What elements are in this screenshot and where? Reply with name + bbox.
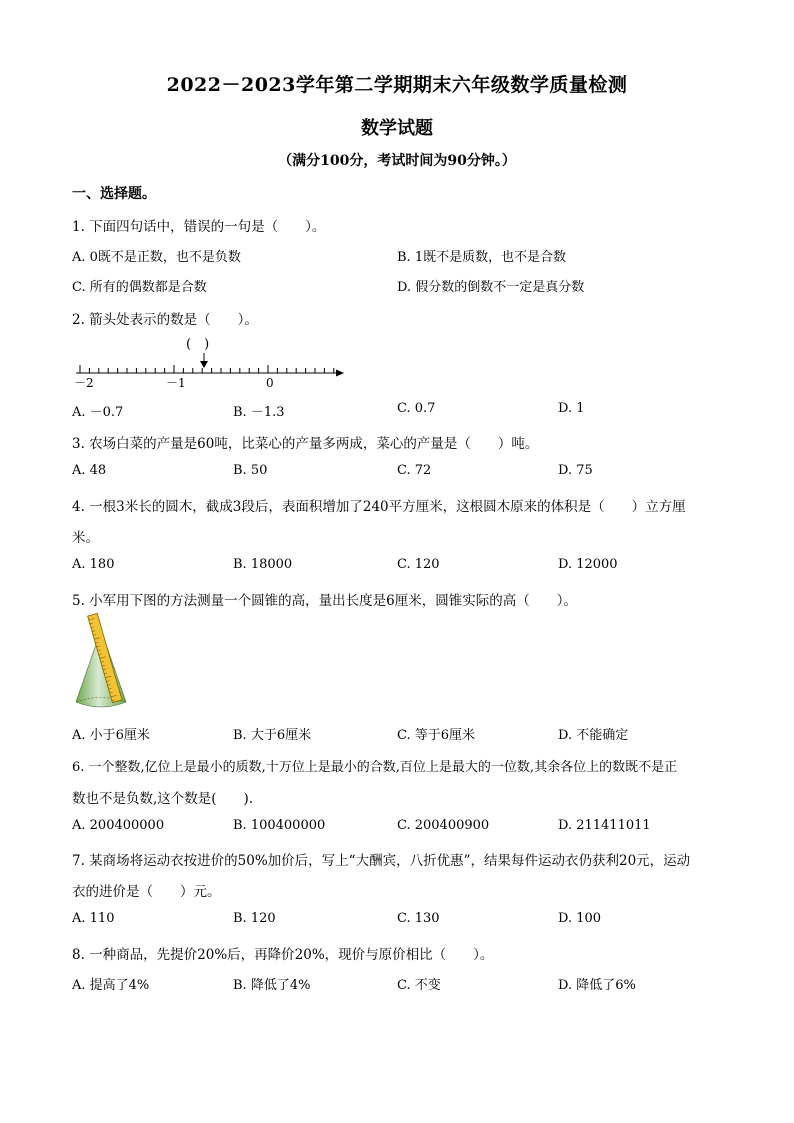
question-3-option-a[interactable]: A. 48	[72, 463, 107, 478]
question-3-option-c[interactable]: C. 72	[397, 463, 432, 478]
question-6-stem-cont: 数也不是负数,这个数是( ).	[72, 791, 254, 807]
section-heading: 一、选择题。	[72, 186, 156, 202]
question-6-option-b[interactable]: B. 100400000	[233, 818, 326, 833]
question-5-option-d[interactable]: D. 不能确定	[558, 728, 629, 743]
question-7-stem-cont: 衣的进价是（ ）元。	[72, 884, 221, 900]
question-4-option-b[interactable]: B. 18000	[233, 557, 293, 572]
question-1-option-a[interactable]: A. 0既不是正数，也不是负数	[72, 250, 241, 265]
number-line-label: －2	[74, 376, 94, 390]
question-6-option-a[interactable]: A. 200400000	[72, 818, 165, 833]
question-5-option-c[interactable]: C. 等于6厘米	[397, 728, 476, 743]
question-3-option-d[interactable]: D. 75	[558, 463, 593, 478]
question-4-option-c[interactable]: C. 120	[397, 557, 440, 572]
question-7-option-b[interactable]: B. 120	[233, 911, 276, 926]
question-1-option-c[interactable]: C. 所有的偶数都是合数	[72, 280, 207, 295]
question-4-option-a[interactable]: A. 180	[72, 557, 115, 572]
exam-title: 2022－2023学年第二学期期末六年级数学质量检测	[166, 74, 628, 96]
question-5-option-a[interactable]: A. 小于6厘米	[72, 728, 150, 743]
question-7-option-d[interactable]: D. 100	[558, 911, 602, 926]
subject-title: 数学试题	[361, 118, 433, 139]
question-6-option-d[interactable]: D. 211411011	[558, 818, 651, 833]
question-4-stem-cont: 米。	[72, 530, 99, 546]
question-1-stem: 1. 下面四句话中，错误的一句是（ ）。	[72, 219, 326, 235]
question-5-stem: 5. 小军用下图的方法测量一个圆锥的高，量出长度是6厘米，圆锥实际的高（ ）。	[72, 593, 578, 609]
question-8-option-a[interactable]: A. 提高了4%	[72, 978, 150, 993]
number-line-figure	[70, 333, 350, 391]
question-3-option-b[interactable]: B. 50	[233, 463, 268, 478]
question-6-option-c[interactable]: C. 200400900	[397, 818, 490, 833]
question-3-stem: 3. 农场白菜的产量是60吨，比菜心的产量多两成，菜心的产量是（ ）吨。	[72, 436, 539, 452]
question-6-stem: 6. 一个整数,亿位上是最小的质数,十万位上是最小的合数,百位上是最大的一位数,其余各位上的数既不是正	[72, 760, 678, 775]
question-7-option-a[interactable]: A. 110	[72, 911, 115, 926]
question-2-option-c[interactable]: C. 0.7	[397, 401, 436, 416]
question-2-option-d[interactable]: D. 1	[558, 401, 585, 416]
question-1-option-d[interactable]: D. 假分数的倒数不一定是真分数	[397, 280, 585, 295]
exam-note: （满分100分，考试时间为90分钟。）	[278, 153, 516, 169]
question-8-option-c[interactable]: C. 不变	[397, 978, 441, 993]
question-4-option-d[interactable]: D. 12000	[558, 557, 618, 572]
question-5-option-b[interactable]: B. 大于6厘米	[233, 728, 312, 743]
number-line-label: 0	[266, 376, 274, 390]
question-7-option-c[interactable]: C. 130	[397, 911, 440, 926]
question-8-option-b[interactable]: B. 降低了4%	[233, 978, 311, 993]
number-line-label: －1	[166, 376, 186, 390]
question-2-option-b[interactable]: B. －1.3	[233, 405, 285, 420]
question-1-option-b[interactable]: B. 1既不是质数，也不是合数	[397, 250, 567, 265]
question-8-option-d[interactable]: D. 降低了6%	[558, 978, 636, 993]
question-4-stem: 4. 一根3米长的圆木，截成3段后，表面积增加了240平方厘米，这根圆木原来的体积是（ ）立方厘	[72, 499, 686, 515]
question-2-option-a[interactable]: A. －0.7	[72, 405, 124, 420]
cone-ruler-figure	[72, 612, 142, 714]
question-8-stem: 8. 一种商品，先提价20%后，再降价20%，现价与原价相比（ ）。	[72, 947, 494, 963]
number-line-ticks	[80, 365, 334, 373]
number-line-bracket: ( )	[186, 337, 210, 352]
question-2-stem: 2. 箭头处表示的数是（ ）。	[72, 312, 258, 328]
question-7-stem: 7. 某商场将运动衣按进价的50%加价后，写上“大酬宾，八折优惠”，结果每件运动衣仍获利20元，运动	[72, 853, 691, 869]
